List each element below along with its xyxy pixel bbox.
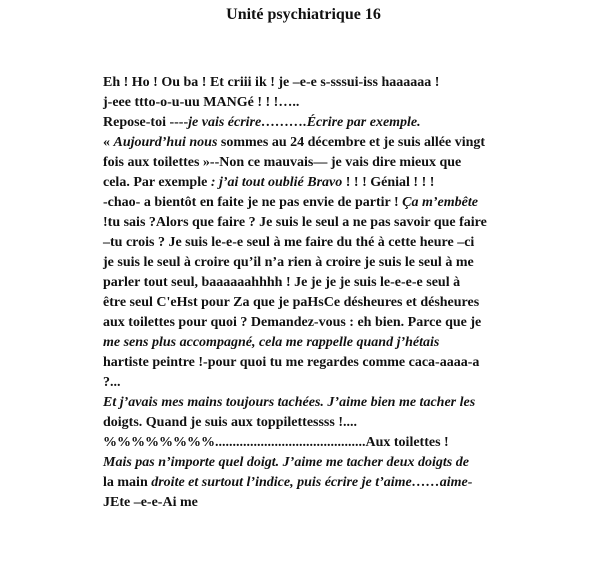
- text-line: [103, 473, 598, 493]
- text-line: [103, 493, 598, 513]
- text-segment: cela. Par exemple: [103, 175, 211, 190]
- text-line: [103, 153, 598, 173]
- text-segment: –tu crois ? Je suis le-e-e seul à me faire du thé à cette heure –ci: [103, 235, 475, 250]
- italic-text-segment: : j’ai tout oublié Bravo: [210, 175, 343, 190]
- text-segment: «: [103, 135, 114, 150]
- text-line: [103, 133, 598, 153]
- text-line: [103, 253, 598, 273]
- italic-text-segment: Et j’avais mes mains toujours tachées. J’aime bien me tacher les: [103, 395, 476, 410]
- text-line: [103, 313, 598, 333]
- text-segment: doigts. Quand je suis aux toppilettessss !....: [103, 415, 357, 430]
- text-line: [103, 353, 598, 373]
- italic-text-segment: droite et surtout l’indice, puis écrire je t’aime……aime-: [151, 475, 473, 490]
- text-line: [103, 273, 598, 293]
- text-line: [103, 93, 598, 113]
- text-segment: %%%%%%%%...........................................Aux toilettes !: [103, 435, 449, 450]
- document-body: [103, 73, 598, 513]
- italic-text-segment: je vais écrire……….Écrire par exemple.: [188, 115, 421, 130]
- text-line: [103, 193, 598, 213]
- text-line: [103, 173, 598, 193]
- text-segment: fois aux toilettes »--Non ce mauvais— je vais dire mieux que: [103, 155, 462, 170]
- text-line: [103, 73, 598, 93]
- text-segment: -chao- a bientôt en faite je ne pas envie de partir !: [103, 195, 403, 210]
- text-segment: hartiste peintre !-pour quoi tu me regardes comme caca-aaaa-a: [103, 355, 480, 370]
- text-segment: !tu sais ?Alors que faire ? Je suis le seul a ne pas savoir que faire: [103, 215, 487, 230]
- italic-text-segment: Ça m’embête: [402, 195, 478, 210]
- italic-text-segment: Aujourd’hui nous: [113, 135, 218, 150]
- text-line: [103, 393, 598, 413]
- text-segment: Repose-toi ----: [103, 115, 189, 130]
- text-segment: j-eee ttto-o-u-uu MANGé ! ! !…..: [103, 95, 300, 110]
- text-line: [103, 413, 598, 433]
- text-segment: être seul C'eHst pour Za que je paHsCe désheures et désheures: [103, 295, 480, 310]
- italic-text-segment: me sens plus accompagné, cela me rappelle quand j’hétais: [103, 335, 440, 350]
- text-segment: Eh ! Ho ! Ou ba ! Et criii ik ! je –e-e s-sssui-iss haaaaaa !: [103, 75, 440, 90]
- text-line: [103, 293, 598, 313]
- text-segment: je suis le seul à croire qu’il n’a rien à croire je suis le seul à me: [103, 255, 474, 270]
- text-segment: sommes au 24 décembre et je suis allée vingt: [217, 135, 486, 150]
- text-line: [103, 233, 598, 253]
- text-segment: ?...: [103, 375, 121, 390]
- text-line: [103, 333, 598, 353]
- text-line: [103, 433, 598, 453]
- text-line: [103, 213, 598, 233]
- text-segment: la main: [103, 475, 152, 490]
- text-segment: ! ! ! Génial ! ! !: [342, 175, 435, 190]
- text-line: [103, 373, 598, 393]
- text-segment: parler tout seul, baaaaaahhhh ! Je je je je suis le-e-e-e seul à: [103, 275, 461, 290]
- text-line: [103, 453, 598, 473]
- text-segment: aux toilettes pour quoi ? Demandez-vous : eh bien. Parce que je: [103, 315, 482, 330]
- text-segment: JEte –e-e-Ai me: [103, 495, 198, 510]
- document-title: Unité psychiatrique 16: [226, 6, 381, 23]
- italic-text-segment: Mais pas n’importe quel doigt. J’aime me tacher deux doigts de: [103, 455, 469, 470]
- text-line: [103, 113, 598, 133]
